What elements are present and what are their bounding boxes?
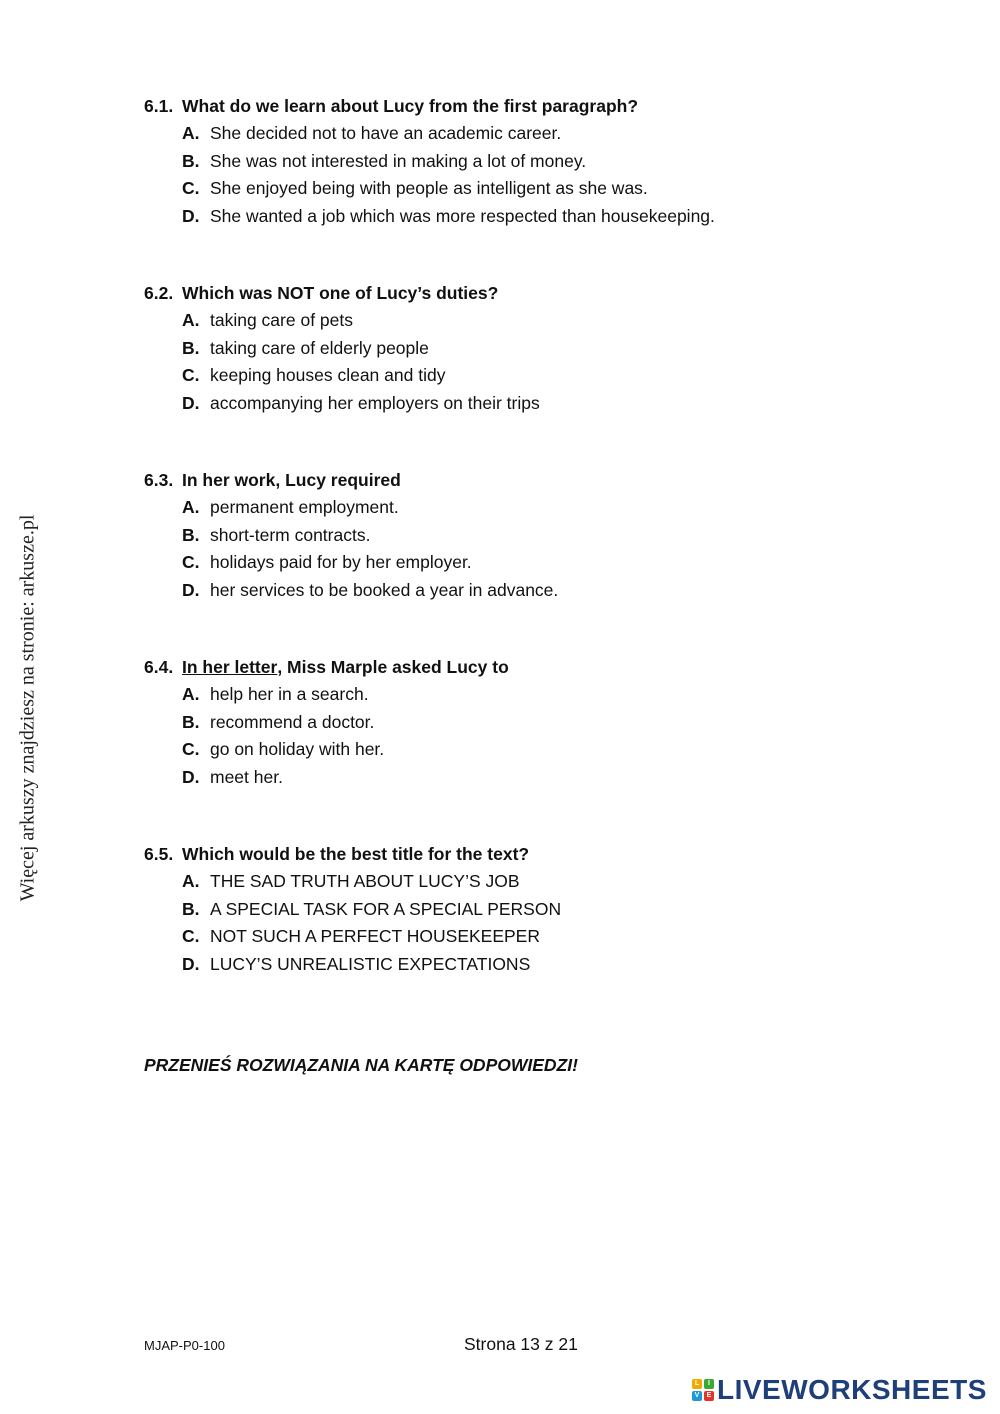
option-text: taking care of pets — [210, 310, 353, 330]
option-text: keeping houses clean and tidy — [210, 365, 446, 386]
question-number: 6.5. — [144, 844, 174, 864]
option-letter: D. — [182, 579, 200, 600]
logo-text: LIVEWORKSHEETS — [717, 1374, 987, 1405]
option-text: her services to be booked a year in advance. — [210, 579, 559, 600]
option-a[interactable] — [144, 494, 904, 522]
option-d[interactable] — [144, 951, 904, 979]
question-text: Which would be the best title for the text? — [182, 844, 530, 864]
question-number: 6.4. — [144, 657, 174, 677]
option-d[interactable] — [144, 764, 904, 792]
option-text: A SPECIAL TASK FOR A SPECIAL PERSON — [210, 898, 562, 919]
option-text: help her in a search. — [210, 684, 369, 704]
question-text-underlined: In her letter — [182, 657, 278, 677]
option-text: NOT SUCH A PERFECT HOUSEKEEPER — [210, 926, 540, 947]
option-letter: B. — [182, 898, 200, 919]
liveworksheets-logo[interactable] — [692, 1374, 987, 1406]
option-letter: D. — [182, 205, 200, 226]
question-6-5 — [144, 840, 904, 978]
option-text: THE SAD TRUTH ABOUT LUCY’S JOB — [210, 871, 520, 891]
question-title — [144, 92, 904, 120]
option-d[interactable] — [144, 203, 904, 231]
page-number: Strona 13 z 21 — [464, 1334, 578, 1354]
question-text: Which was NOT one of Lucy’s duties? — [182, 283, 499, 303]
question-title — [144, 840, 904, 868]
option-a[interactable] — [144, 868, 904, 896]
option-letter: D. — [182, 766, 200, 787]
option-b[interactable] — [144, 335, 904, 363]
side-watermark-text: Więcej arkuszy znajdziesz na stronie: arkusze.pl — [16, 514, 39, 902]
option-text: recommend a doctor. — [210, 711, 375, 732]
option-c[interactable] — [144, 549, 904, 577]
option-text: She enjoyed being with people as intelligent as she was. — [210, 178, 648, 199]
question-6-3 — [144, 466, 904, 604]
option-letter: C. — [182, 926, 200, 947]
question-title — [144, 466, 904, 494]
option-text: go on holiday with her. — [210, 739, 385, 760]
option-d[interactable] — [144, 577, 904, 605]
option-letter: A. — [182, 871, 200, 891]
option-a[interactable] — [144, 120, 904, 148]
question-6-4 — [144, 653, 904, 791]
option-letter: D. — [182, 953, 200, 974]
option-letter: C. — [182, 365, 200, 386]
option-b[interactable] — [144, 522, 904, 550]
option-letter: A. — [182, 497, 200, 517]
question-text: What do we learn about Lucy from the first paragraph? — [182, 96, 639, 116]
option-text: permanent employment. — [210, 497, 399, 517]
option-text: LUCY’S UNREALISTIC EXPECTATIONS — [210, 953, 531, 974]
question-6-2 — [144, 279, 904, 417]
option-text: holidays paid for by her employer. — [210, 552, 472, 573]
option-d[interactable] — [144, 390, 904, 418]
logo-tile: L — [692, 1379, 702, 1389]
option-c[interactable] — [144, 175, 904, 203]
option-b[interactable] — [144, 148, 904, 176]
question-number: 6.2. — [144, 283, 174, 303]
question-6-1 — [144, 92, 904, 230]
option-text: meet her. — [210, 766, 283, 787]
question-text: , Miss Marple asked Lucy to — [277, 657, 509, 677]
option-letter: A. — [182, 123, 200, 143]
logo-tile: V — [692, 1391, 702, 1401]
option-text: She decided not to have an academic career. — [210, 123, 562, 143]
option-letter: B. — [182, 337, 200, 358]
option-text: She wanted a job which was more respected than housekeeping. — [210, 205, 715, 226]
option-c[interactable] — [144, 736, 904, 764]
option-letter: B. — [182, 150, 200, 171]
option-a[interactable] — [144, 681, 904, 709]
transfer-answers-instruction: PRZENIEŚ ROZWIĄZANIA NA KARTĘ ODPOWIEDZI! — [144, 1055, 578, 1075]
option-text: accompanying her employers on their trips — [210, 392, 540, 413]
option-text: taking care of elderly people — [210, 337, 429, 358]
logo-tiles-icon — [692, 1379, 714, 1401]
question-number: 6.3. — [144, 470, 174, 490]
option-a[interactable] — [144, 307, 904, 335]
option-letter: C. — [182, 552, 200, 573]
option-letter: A. — [182, 310, 200, 330]
option-c[interactable] — [144, 923, 904, 951]
option-letter: C. — [182, 739, 200, 760]
option-letter: B. — [182, 711, 200, 732]
option-b[interactable] — [144, 709, 904, 737]
exam-code: MJAP-P0-100 — [144, 1338, 225, 1353]
option-b[interactable] — [144, 896, 904, 924]
option-text: short-term contracts. — [210, 524, 371, 545]
question-title — [144, 279, 904, 307]
option-letter: C. — [182, 178, 200, 199]
logo-tile: I — [704, 1379, 714, 1389]
question-title — [144, 653, 904, 681]
option-letter: D. — [182, 392, 200, 413]
option-text: She was not interested in making a lot of money. — [210, 150, 587, 171]
option-c[interactable] — [144, 362, 904, 390]
option-letter: B. — [182, 524, 200, 545]
option-letter: A. — [182, 684, 200, 704]
logo-tile: E — [704, 1391, 714, 1401]
question-text: In her work, Lucy required — [182, 470, 401, 490]
question-number: 6.1. — [144, 96, 174, 116]
